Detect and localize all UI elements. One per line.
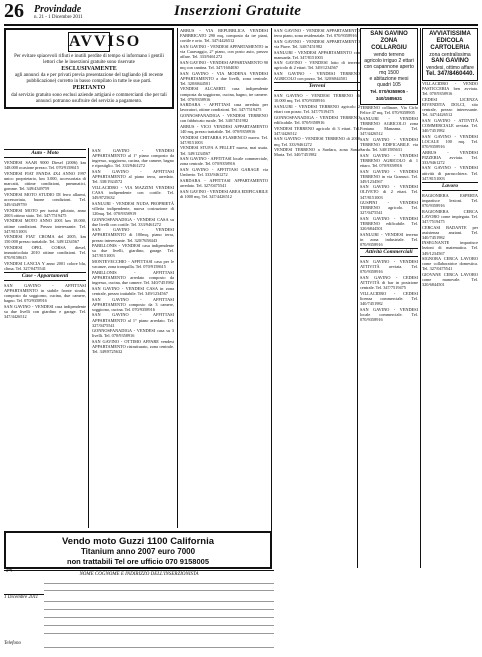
listing-item: SAN GAVINO - AFFITTASI APPARTAMENTO composto da 3 camere, soggiorno, cucina. Tel. 070/9358916 xyxy=(92,296,174,312)
listing-item: PABILLONIS - VENDESI casa indipendente su due livelli, giardino, garage. Tel. 347/8151003 xyxy=(92,243,174,259)
newspaper-logo: Provindade xyxy=(34,4,82,15)
column-rule xyxy=(177,28,178,528)
listing-item: VENDESI FIAT CROMA del 2005, km 150.000 prezzo trattabile. Tel. 349/1234567 xyxy=(4,234,86,245)
listing-item: SAN GAVINO - VENDESI ATTIVITÀ avviata. Tel. 070/9358916 xyxy=(360,259,418,275)
listing-item: SAN GAVINO - VENDESI APPARTAMENTO 90 mq con cantina. Tel. 347/1604030 xyxy=(180,59,268,70)
listing-item: VENDESI ALCAERTI casa indipendente composta da soggiorno, cucina, bagno, tre camere. Tel. 070/9358916 xyxy=(180,86,268,102)
listing-item: SANLURI - VENDESI terreno in zona industriale. Tel. 070/9358916 xyxy=(360,232,418,248)
text-line[interactable] xyxy=(44,609,274,610)
listing-item: SAN GAVINO - VENDESI lotto di terreno agricolo di 2 ettari. Tel. 349/1234567 xyxy=(274,60,360,71)
listing-item: SANLURI - VENDESI APPARTAMENTO con mansarda. Tel. 347/8151003 xyxy=(274,49,360,60)
listing-item: SAN GAVINO - VENDESI attività di parrucchiera. Tel. 347/8151003 xyxy=(422,165,478,181)
page-number: 26 xyxy=(4,0,24,22)
listing-item: SAN GAVINO - VENDESI TERRENO di 10.000 mq. Tel. 070/9358916 xyxy=(274,93,360,104)
col3-listings xyxy=(180,28,268,199)
listing-item: SARDARA - AFFITTASI APPARTAMENTO arredato. Tel. 327/0475541 xyxy=(180,177,268,188)
listing-item: SAN GAVINO - VENDESI LOCALE 100 mq. Tel. 070/9358916 xyxy=(422,133,478,149)
edicola-ad-line-1: AVVIATISSIMA xyxy=(429,31,471,37)
listing-item: SAN GAVINO - ATTIVITÀ COMMERCIALE avviata. Tel. 340/7451982 xyxy=(422,117,478,134)
moto-ad-line-3: non trattabili Tel ore ufficio 070 9158005 xyxy=(67,557,209,566)
avviso-text-5: dal servizio gratuito sono esclusi aziende artigiani e commercianti che per tali annunci potranno usufruire del servizio a pagamento. xyxy=(11,92,167,104)
listing-item: SAN GAVINO - AFFITTASI GARAGE via Umberto. Tel. 333/9461272 xyxy=(180,166,268,178)
terreno-ad-line-4: agricolo irriguo 2 ettari xyxy=(364,58,414,64)
avviso-box-wrap xyxy=(4,28,174,111)
moto-ad-line-1: Vendo moto Guzzi 1100 California xyxy=(61,536,215,547)
listing-item: TERRENO collinare, Via Cirlo Felice 47 mq. Tel. 070/9358905 xyxy=(360,105,418,116)
listing-item: VENDESI CHITARRA FLAMENCO nuova. Tel. 347/8151003 xyxy=(180,134,268,145)
section-auto-moto: Auto - Moto xyxy=(4,149,86,158)
column-4 xyxy=(274,28,360,568)
listing-item: VENDESI MOTO STUDIO DI ferro allarmi, accessoriata, buone condizioni. Tel. 349/4349759 xyxy=(4,191,86,207)
listing-item: SAN GAVINO - VENDESI APPARTAMENTO via Piave. Tel. 340/7451982 xyxy=(274,38,360,49)
avviso-text-1: Per evitare spiacevoli rifiuti e inutili perdite di tempo si informano i gentili lettori che le inserzioni gratuite sono riservate xyxy=(14,54,164,65)
listing-item: SARDARA - AFFITTASI casa arredata per lavoratori, ottime condizioni. Tel. 347/7519475 xyxy=(180,102,268,113)
listing-item: ARBUS - VENDESI PIZZERIA avviata. Tel. 333/9461272 xyxy=(422,149,478,165)
column-rule xyxy=(357,28,358,568)
terreno-ad-line-6: e abitazione mesi quadri 105 xyxy=(369,76,409,88)
listing-item: SAN GAVINO - AFFITTASI APPARTAMENTO in stabile fronte strada, composto da soggiorno, cucina, due camere, bagno. Tel. 070/9358916 xyxy=(4,283,86,304)
listing-item: GONNOSFANADIGA - VENDESI CASA su due livelli con cortile. Tel. 333/9461272 xyxy=(92,216,174,227)
listing-item: SAN GAVINO - VENDESI TERRENO in via Gramsci. Tel. 349/1234567 xyxy=(360,168,418,184)
listing-item: ARBUS - VICO VENDESI APPARTAMENTO 140 mq, prezzo trattabile. Tel. 070/9358916 xyxy=(180,123,268,134)
listing-item: VENDESI LANCIA Y anno 2001 colore blu, clima. Tel. 327/0475541 xyxy=(4,260,86,272)
listing-item: SAN GAVINO - VENDESI APPARTAMENTO in via Caravaggio, 2° piano, con posto auto, prezzo affare. Tel. 333/9461272 xyxy=(180,43,268,60)
listing-item: RAGIONIERA CERCA LAVORO come impiegata. Tel. 347/7519475 xyxy=(422,208,478,224)
listing-item: MONTEVECCHIO - AFFITTASI casa per le vacanze, zona tranquilla. Tel. 070/9158615 xyxy=(92,259,174,270)
listing-item: CEDESI LICENZA RIVENDITA DOLCI, sito centrale, prezzo interessante. Tel. 347/4426512 xyxy=(422,96,478,118)
text-line[interactable] xyxy=(44,633,274,634)
listing-item: SAN GAVINO - VENDESI APPARTAMENTO di 100mq, piano terra, prezzo interessante. Tel. 320/7658443 xyxy=(92,227,174,243)
terreno-ad xyxy=(360,28,418,105)
section-terreni: Terreni xyxy=(274,82,360,91)
listing-item: ARBUS - VIA REPUBBLICA VENDESI FABBRICATO 290 mq, composto da tre piani, cortile e orto. Tel. 347/4426512 xyxy=(180,28,268,44)
listing-item: RAGIONIERA ESPERTA impartisce lezioni. Tel. 070/9358916 xyxy=(422,192,478,208)
listing-item: VENDESI SAAB 9000 Diesel (2006) km 148.000 ocasione prezzo. Tel. 070/9158615 xyxy=(4,160,86,171)
terreno-ad-line-3: vendo terreno xyxy=(373,52,405,58)
listing-item: INSEGNANTE impartisce lezioni di matematica. Tel. 349/1234567 xyxy=(422,240,478,256)
avviso-text-2: ESCLUSIVAMENTE xyxy=(61,65,117,72)
column-5-visible xyxy=(360,28,418,568)
section-title: Inserzioni Gratuite xyxy=(174,3,302,19)
listing-item: SAN GAVINO - VIA MODENA VENDESI APPARTAMENTO a due livelli, zona centrale. Tel. 320/6844501 xyxy=(180,70,268,86)
listing-item: GUSPINI - VENDESI TERRENO agricolo. Tel. 327/0475541 xyxy=(360,200,418,216)
listing-item: VENDESI MOTO ANNO 2001 km 18.000, ottime condizioni. Prezzo interessante. Tel. 347/8151003 xyxy=(4,218,86,234)
address-line[interactable] xyxy=(44,590,274,591)
listing-item: SANLURI - VENDESI TERRENO AGRICOLO zona Fontana Manzana. Tel. 347/4426512 xyxy=(360,115,418,137)
col6-listings xyxy=(422,81,478,181)
column-6 xyxy=(422,28,478,568)
col5-listings-2 xyxy=(360,259,418,322)
col6-listings-2 xyxy=(422,193,478,288)
listing-item: SAN GAVINO - VENDESI OLIVETO di 2 ettari. Tel. 347/8151003 xyxy=(360,184,418,200)
listing-item: VILLACIDRO - VIA MAZZINI VENDESI CASA indipendente con cortile. Tel. 349/8725632 xyxy=(92,184,174,201)
col1-listings-2 xyxy=(4,283,86,319)
listing-item: SAN GAVINO - VENDESI casa indipendente su due livelli con giardino e garage. Tel. 347/4426512 xyxy=(4,304,86,320)
listing-item: SAN GAVINO - AFFITTASI APPARTAMENTO al piano terra, arredato. Tel. 338/1924572 xyxy=(92,168,174,185)
section-case: Case - Appartamenti xyxy=(4,272,86,281)
name-line[interactable] xyxy=(44,583,274,584)
section-lavoro: Lavoro xyxy=(422,182,478,191)
coupon-title: NOME COGNOME E INDIRIZZO DELL'INSERZIONISTA xyxy=(79,572,199,577)
avviso-box xyxy=(4,28,174,109)
listing-item: VENDESI OPEL CORSA diesel, immatricolata 2010 ottime condizioni. Tel. 070/9158615 xyxy=(4,245,86,261)
edicola-ad-line-7: Tel. 347/8460440. xyxy=(425,71,475,77)
coupon-telephone: Telefono xyxy=(4,641,22,646)
listing-item: VENDESI FIAT PANDA 4X4 ANNO 1997 unico proprietario, km 3.000, accessoriata di marcatti, ottime condizioni, pneumatici, gomme. Tel. 349/4349759 xyxy=(4,170,86,192)
listing-item: SAN GAVINO - VENDESI TERRENO EDIFICABILE via Sarda. Tel. 340/1585631 xyxy=(360,136,418,152)
avviso-text-4: PERTANTO xyxy=(72,84,106,91)
coupon-form[interactable] xyxy=(4,566,274,655)
column-rule xyxy=(420,28,421,568)
column-rule xyxy=(271,28,272,568)
listing-item: SAN GAVINO - OTTIMO AFFARE vendesi APPARTAMENTO ristrutturato, zona centrale. Tel. 349/8725632 xyxy=(92,339,174,355)
edicola-ad-line-3: CARTOLERIA xyxy=(430,45,470,51)
listing-item: VENDESI MOTO per turisti pilotato, anno 2003 ottimo stato. Tel. 347/7519475 xyxy=(4,207,86,218)
listing-item: SAN GAVINO - VENDESI APPARTAMENTO al 1° piano composto da ingresso, soggiorno, cucina, due camere, bagno e ripostiglio. Tel. 333/9461272 xyxy=(92,148,174,169)
listing-item: SAN GAVINO - VENDESI CASA in zona centrale, prezzo trattabile. Tel. 349/1234567 xyxy=(92,285,174,296)
col2-listings xyxy=(92,148,174,354)
column-3 xyxy=(180,28,268,526)
listing-item: SAN GAVINO - VENDESI TERRENO di 2000 mq. Tel. 333/9461272 xyxy=(274,136,360,147)
edicola-ad-line-2: EDICOLA xyxy=(436,38,464,44)
column-2 xyxy=(92,148,174,526)
listing-item: VENDESI TERRENO agricolo di 3 ettari. Tel. 347/4426512 xyxy=(274,125,360,136)
listing-item: PABILLONIS - AFFITTASI APPARTAMENTO arredato composto da ingresso, cucina, due camere. Tel. 340/7451982 xyxy=(92,269,174,286)
listing-item: SAN GAVINO - AFFITTASI APPARTAMENTO al 1° piano arredato. Tel. 327/0475541 xyxy=(92,312,174,328)
listing-item: SAN GAVINO - AFFITTASI locale commerciale, zona centrale. Tel. 070/9358916 xyxy=(180,156,268,167)
listing-item: GONNOSFANADIGA - VENDESI TERRENO edificabile. Tel. 070/9358916 xyxy=(274,114,360,125)
listing-item: SAN GAVINO - VENDESI APPARTAMENTO terra piano, zona residenziale. Tel. 070/9358916 xyxy=(274,28,360,39)
listing-item: GONNOSFANADIGA - VENDESI TERRENO con fabbricato rurale. Tel. 340/7451982 xyxy=(180,113,268,124)
scissors-icon: ✂ xyxy=(6,566,13,575)
listing-item: SAN GAVINO - VENDESI AREA EDIFICABILE di 1000 mq. Tel. 347/4426512 xyxy=(180,188,268,199)
phone-line[interactable] xyxy=(44,647,274,648)
avviso-title: AVVISO xyxy=(69,33,142,50)
edicola-ad xyxy=(422,28,478,81)
listing-item: GIOVANE CERCA LAVORO come manovale. Tel. 320/6844501 xyxy=(422,272,478,288)
listing-item: SAN GAVINO - VENDESI TERRENO edificabile. Tel. 320/6844501 xyxy=(360,216,418,232)
edicola-ad-line-5: SAN GAVINO xyxy=(431,58,469,64)
edicola-ad-line-4: zona centralissima xyxy=(429,52,471,58)
issue-info: n. 21 - 1 Dicembre 2011 xyxy=(34,15,83,20)
listing-item: VENDESI TERRENO a Sardara, zona Santa Maria. Tel. 340/7451982 xyxy=(274,147,360,158)
moto-ad-line-2: Titanium anno 2007 euro 7000 xyxy=(80,547,196,556)
terreno-ad-line-1: SAN GAVINO xyxy=(370,31,408,37)
col5-listings xyxy=(360,105,418,247)
listing-item: SAN GAVINO - CEDESI ATTIVITÀ di bar in posizione centrale. Tel. 347/7519475 xyxy=(360,275,418,291)
listing-item: VILLACIDRO - CEDESI licenza commerciale. Tel. 340/7451982 xyxy=(360,291,418,307)
text-line[interactable] xyxy=(44,601,274,602)
avviso-text-3: agli annunci da e per privati previa presentazione del tagliando (di recente pubblicazione) corretto in basso compilato in tutte le sue parti. xyxy=(14,73,164,85)
col1-listings xyxy=(4,160,86,271)
page-header xyxy=(4,2,478,26)
terreno-ad-line-7: Tel. 070/9358905 - 340/1585631 xyxy=(370,89,408,101)
terreno-ad-line-2: ZONA COLLARGIU xyxy=(371,38,407,51)
listing-item: SAN GAVINO - VENDESI TERRENO AGRICOLO con pozzo. Tel. 320/6844501 xyxy=(274,71,360,82)
section-attivita: Attività Commerciali xyxy=(360,248,418,257)
listing-item: SANLURI - VENDESI TERRENO agricolo 2 ettari con pozzo. Tel. 347/7519475 xyxy=(274,104,360,115)
listing-item: VENDESI STUFA A PELLET nuova, mai usata. Tel. 349/1234567 xyxy=(180,145,268,156)
column-rule xyxy=(88,148,89,528)
listing-item: SANLURI - VENDESI NUDA PROPRIETÀ villetta indipendente, nuova costruzione di 120mq. Tel. 070/9358919 xyxy=(92,200,174,216)
listing-item: VILLACIDRO - VENDO PASTICCERIA ben avviata. Tel. 070/9358916 xyxy=(422,81,478,97)
listing-item: SAN GAVINO - VENDESI TERRENO AGRICOLO di 1 ettaro. Tel. 070/9358916 xyxy=(360,152,418,168)
text-line[interactable] xyxy=(44,617,274,618)
terreno-ad-line-5: con capannone aperto mq 1500 xyxy=(364,64,414,76)
listing-item: GONNOSFANADIGA - VENDESI casa su 3 livelli. Tel. 070/9358916 xyxy=(92,328,174,339)
listing-item: SAN GAVINO - VENDESI locale commerciale. Tel. 070/9358916 xyxy=(360,306,418,323)
column-1-body xyxy=(4,148,86,526)
coupon-date: 1 Dicembre 2011 xyxy=(4,594,44,600)
listing-item: SIGNORA CERCA LAVORO come collaboratrice domestica. Tel. 327/0475541 xyxy=(422,256,478,272)
listing-item: CERCASI BADANTE per assistenza anziani. Tel. 340/7451982 xyxy=(422,224,478,240)
col4-listings xyxy=(274,28,360,81)
col4-listings-2 xyxy=(274,93,360,157)
edicola-ad-line-6: vendesi, ottimo affare xyxy=(426,65,474,71)
text-line[interactable] xyxy=(44,625,274,626)
